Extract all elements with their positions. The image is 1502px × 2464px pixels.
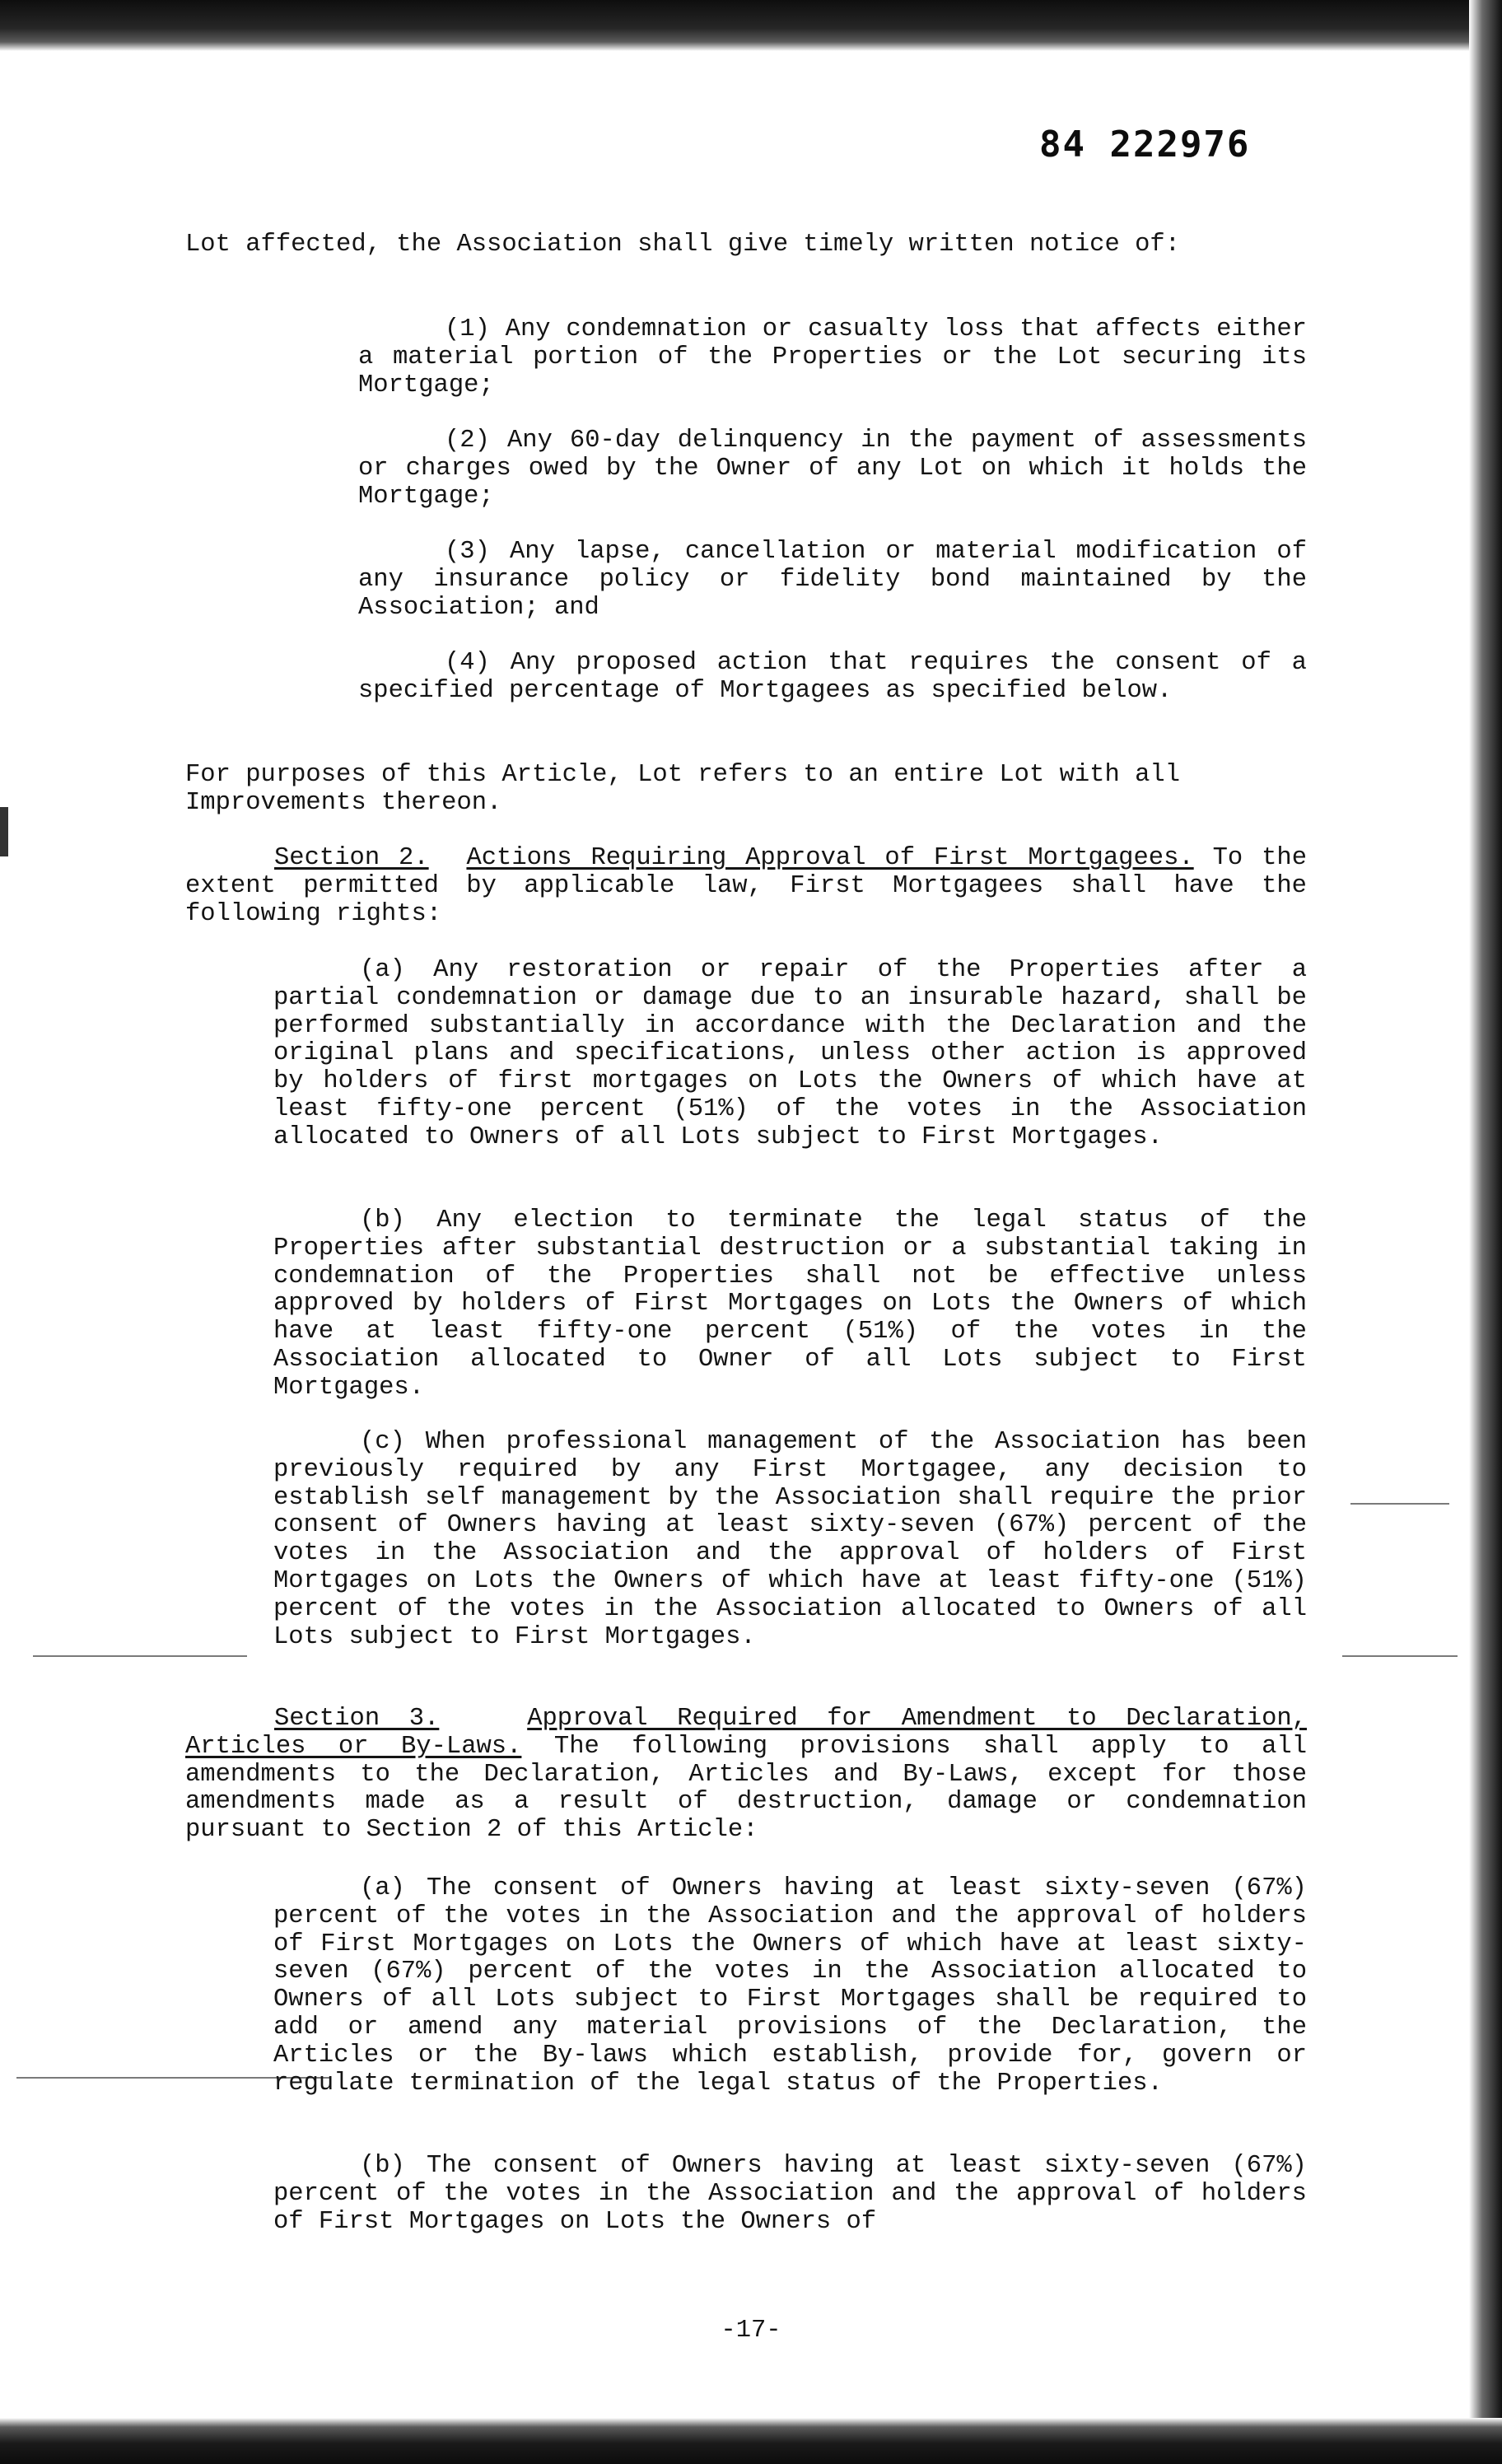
scan-noise [1342,1655,1458,1657]
section-3-title: Approval Required for Amendment to Declaration, Articles or By-Laws. [185,1705,1307,1761]
section-3-body: The following provisions shall apply to all amendments to the Declaration, Articles and By-Laws, except for those amendments made as a result of destruction, damage or condemnation pursuant to Section 2 of this Article: [185,1732,1307,1845]
section-2-title: Actions Requiring Approval of First Mortgagees. [466,844,1194,872]
document-number: 84 222976 [1039,124,1251,166]
scan-mark [0,807,8,856]
notice-item: (3) Any lapse, cancellation or material modification of any insurance policy or fidelity bond maintained by the Association; and [358,538,1307,622]
scan-border-bottom [0,2418,1502,2464]
section-3-item: (a) The consent of Owners having at least sixty-seven (67%) percent of the votes in the Association and the approval of holders of First Mortgages on Lots the Owners of which have at least sixty-seven (67%) percent of the votes in the Association allocated to Owners of all Lots subject to First Mortgages shall be required to add or amend any material provisions of the Declaration, the Articles or the By-laws which establish, provide for, govern or regulate termination of the legal status of the Properties. [273,1874,1307,2098]
section-3-item: (b) The consent of Owners having at least sixty-seven (67%) percent of the votes in the Association and the approval of holders of First Mortgages on Lots the Owners of [273,2152,1307,2236]
notice-item: (2) Any 60-day delinquency in the payment of assessments or charges owed by the Owner of any Lot on which it holds the Mortgage; [358,427,1307,511]
purposes-paragraph: For purposes of this Article, Lot refers to an entire Lot with all Improvements thereon. [185,761,1180,817]
section-3-heading: Section 3. [274,1705,440,1733]
section-2-item: (b) Any election to terminate the legal status of the Properties after substantial destruction or a substantial taking in condemnation of the Properties shall not be effective unless approved by holders of First Mortgages on Lots the Owners of which have at least fifty-one percent (51%) of the votes in the Association allocated to Owner of all Lots subject to First Mortgages. [273,1206,1307,1402]
scan-noise [33,1655,247,1657]
intro-paragraph: Lot affected, the Association shall give timely written notice of: [185,231,1180,259]
section-2-item: (c) When professional management of the Association has been previously required by any First Mortgagee, any decision to establish self management by the Association shall require the prior consent of Owners having at least sixty-seven (67%) percent of the votes in the Association and the approval of holders of First Mortgages on Lots the Owners of which have at least fifty-one (51%) percent of the votes in the Association allocated to Owners of all Lots subject to First Mortgages. [273,1428,1307,1651]
notice-item: (4) Any proposed action that requires the consent of a specified percentage of Mortgagees as specified below. [358,649,1307,705]
scan-border-right [1469,0,1502,2464]
scan-noise [1350,1503,1449,1505]
section-2-heading: Section 2. [274,844,429,872]
section-2-item: (a) Any restoration or repair of the Properties after a partial condemnation or damage due to an insurable hazard, shall be performed substantially in accordance with the Declaration and the original plans and specifications, unless other action is approved by holders of first mortgages on Lots the Owners of which have at least fifty-one percent (51%) of the votes in the Association allocated to Owners of all Lots subject to First Mortgages. [273,956,1307,1151]
section-2-body: To the extent permitted by applicable law, First Mortgagees shall have the following rights: [185,844,1308,928]
page-number: -17- [721,2317,781,2345]
scan-border-top [0,0,1502,51]
section-3-paragraph [185,1706,1307,1845]
notice-item: (1) Any condemnation or casualty loss that affects either a material portion of the Properties or the Lot securing its Mortgage; [358,315,1307,399]
section-2-paragraph [185,845,1307,928]
